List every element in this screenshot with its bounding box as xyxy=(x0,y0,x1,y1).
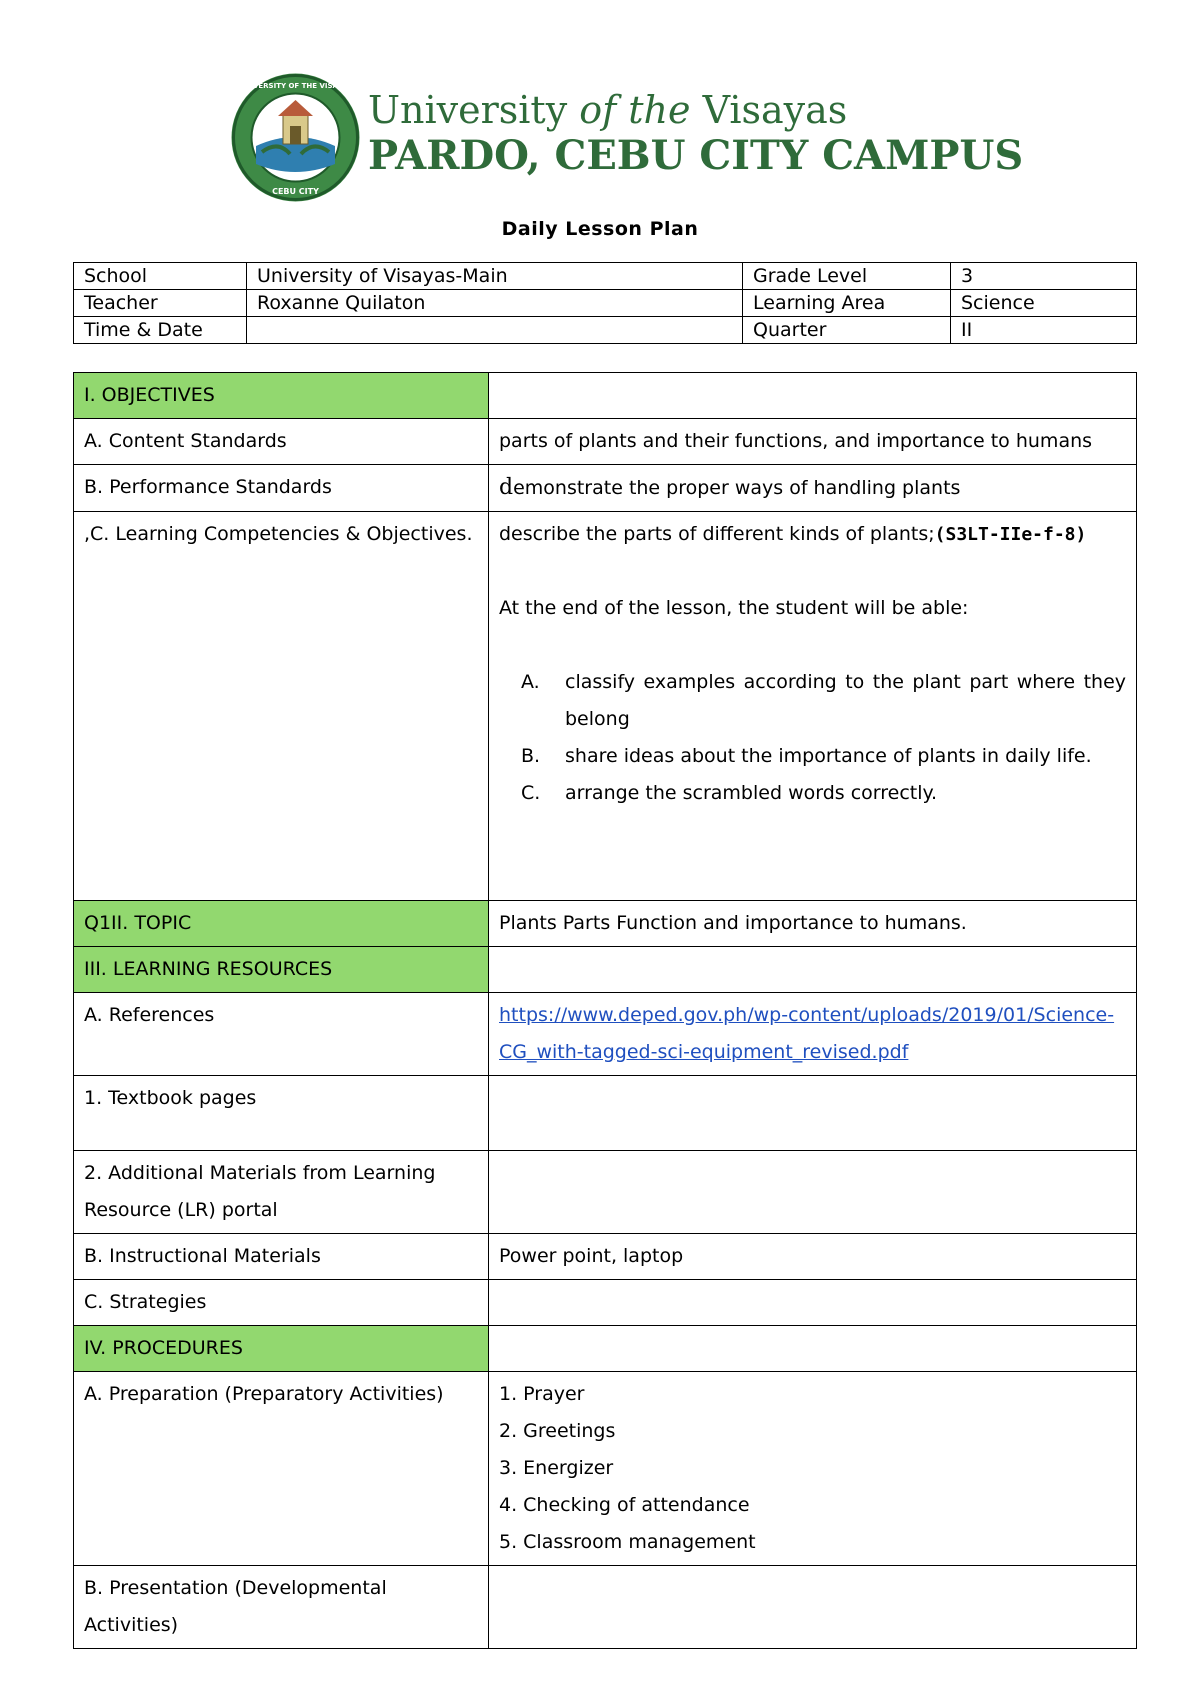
table-row xyxy=(74,1280,1137,1326)
procedures-section-header: IV. PROCEDURES xyxy=(74,1326,489,1372)
teacher-label: Teacher xyxy=(74,290,247,317)
learning-competencies-label: ,C. Learning Competencies & Objectives. xyxy=(74,512,489,901)
table-row xyxy=(74,290,1137,317)
campus-name: PARDO, CEBU CITY CAMPUS xyxy=(368,132,1024,179)
table-row xyxy=(74,419,1137,465)
table-row xyxy=(74,1566,1137,1649)
table-row xyxy=(74,1151,1137,1234)
list-item: 3. Energizer xyxy=(499,1457,614,1479)
references-link[interactable]: https://www.deped.gov.ph/wp-content/uploads/2019/01/Science-CG_with-tagged-sci-equipment_revised.pdf xyxy=(499,1004,1115,1063)
content-standards-label: A. Content Standards xyxy=(74,419,489,465)
table-row xyxy=(74,1076,1137,1151)
list-item: C. arrange the scrambled words correctly. xyxy=(521,782,938,804)
empty-cell xyxy=(489,373,1137,419)
university-seal-logo xyxy=(228,70,363,205)
school-value: University of Visayas-Main xyxy=(247,263,743,290)
content-standards-value: parts of plants and their functions, and importance to humans xyxy=(489,419,1137,465)
table-row xyxy=(74,1372,1137,1566)
empty-cell xyxy=(489,1566,1137,1649)
references-label: A. References xyxy=(74,993,489,1076)
table-row xyxy=(74,1326,1137,1372)
list-item: B. share ideas about the importance of plants in daily life. xyxy=(521,745,1092,767)
table-row xyxy=(74,512,1137,901)
list-item: 4. Checking of attendance xyxy=(499,1494,750,1516)
objectives-section-header: I. OBJECTIVES xyxy=(74,373,489,419)
grade-level-value: 3 xyxy=(951,263,1137,290)
learning-competencies-value xyxy=(489,512,1137,901)
list-item: A. classify examples according to the plant part where they belong xyxy=(521,671,1126,730)
textbook-pages-label: 1. Textbook pages xyxy=(74,1076,489,1151)
empty-cell xyxy=(489,1326,1137,1372)
list-item: 2. Greetings xyxy=(499,1420,616,1442)
performance-standards-value: demonstrate the proper ways of handling plants xyxy=(489,465,1137,512)
university-name: University of the Visayas xyxy=(368,88,848,132)
svg-text:UNIVERSITY OF THE VISAYAS: UNIVERSITY OF THE VISAYAS xyxy=(238,82,353,90)
empty-cell xyxy=(489,1151,1137,1234)
empty-cell xyxy=(489,1280,1137,1326)
table-row xyxy=(74,1234,1137,1280)
table-row xyxy=(74,947,1137,993)
preparation-label: A. Preparation (Preparatory Activities) xyxy=(74,1372,489,1566)
competency-text: describe the parts of different kinds of plants;(S3LT-IIe-f-8) xyxy=(499,523,1087,545)
strategies-label: C. Strategies xyxy=(74,1280,489,1326)
learning-area-value: Science xyxy=(951,290,1137,317)
table-row xyxy=(74,901,1137,947)
teacher-value: Roxanne Quilaton xyxy=(247,290,743,317)
list-item: 5. Classroom management xyxy=(499,1531,756,1553)
additional-materials-label: 2. Additional Materials from Learning Resource (LR) portal xyxy=(74,1151,489,1234)
list-item: 1. Prayer xyxy=(499,1383,585,1405)
learning-resources-section-header: III. LEARNING RESOURCES xyxy=(74,947,489,993)
empty-cell xyxy=(489,1076,1137,1151)
table-row xyxy=(74,317,1137,344)
preparation-activities xyxy=(489,1372,1137,1566)
table-row xyxy=(74,263,1137,290)
lesson-plan-table xyxy=(73,372,1137,1649)
grade-level-label: Grade Level xyxy=(743,263,951,290)
table-row xyxy=(74,993,1137,1076)
quarter-value: II xyxy=(951,317,1137,344)
topic-value: Plants Parts Function and importance to humans. xyxy=(489,901,1137,947)
references-value xyxy=(489,993,1137,1076)
svg-text:CEBU CITY: CEBU CITY xyxy=(272,187,319,196)
table-row xyxy=(74,373,1137,419)
university-header xyxy=(228,70,1024,205)
instructional-materials-label: B. Instructional Materials xyxy=(74,1234,489,1280)
objectives-list xyxy=(499,664,1126,812)
performance-standards-label: B. Performance Standards xyxy=(74,465,489,512)
topic-section-header: Q1II. TOPIC xyxy=(74,901,489,947)
presentation-label: B. Presentation (Developmental Activities) xyxy=(74,1566,489,1649)
empty-cell xyxy=(489,947,1137,993)
competency-code: (S3LT-IIe-f-8) xyxy=(934,524,1087,545)
quarter-label: Quarter xyxy=(743,317,951,344)
lesson-intro: At the end of the lesson, the student will be able: xyxy=(499,597,969,619)
lesson-info-table xyxy=(73,262,1137,344)
document-title: Daily Lesson Plan xyxy=(501,218,699,240)
time-date-value xyxy=(247,317,743,344)
time-date-label: Time & Date xyxy=(74,317,247,344)
school-label: School xyxy=(74,263,247,290)
instructional-materials-value: Power point, laptop xyxy=(489,1234,1137,1280)
table-row xyxy=(74,465,1137,512)
learning-area-label: Learning Area xyxy=(743,290,951,317)
